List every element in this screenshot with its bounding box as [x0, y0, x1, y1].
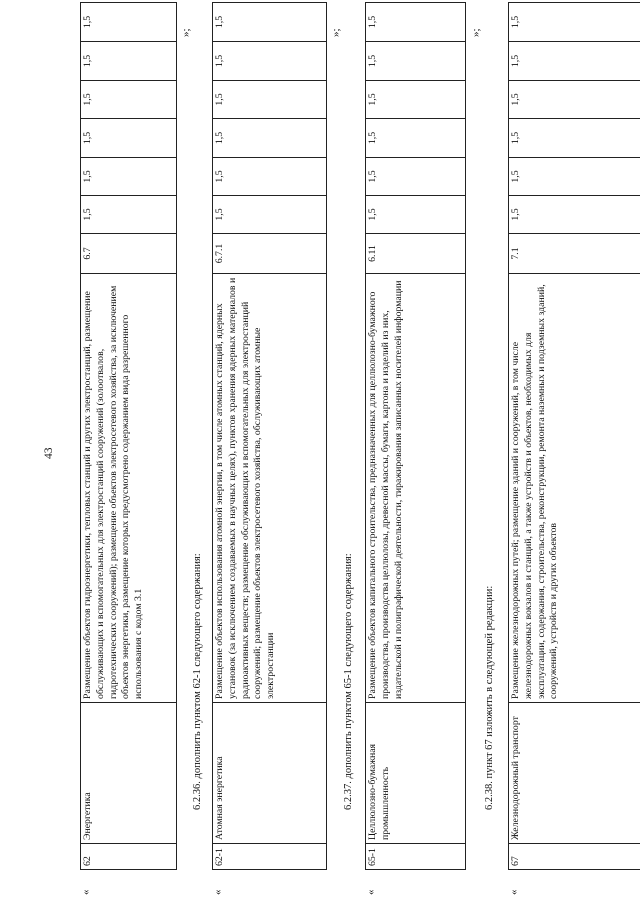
value-cell: 1,5 [509, 81, 640, 119]
quote-open: « [80, 889, 92, 895]
value-cell: 1,5 [366, 119, 466, 158]
use-description: Размещение объектов гидроэнергетики, тепловых станций и других электростанций, размещение обслуживающих и вспомогательных для электростанций сооружений (золоотвалов, гидротехнических сооружений); размещение объектов электросетевого хозяйства, за исключением объектов энергетики, размещение которых предусмотрено содержанием вида разрешенного использования с кодом 3.1 [81, 274, 177, 703]
value-cell: 1,5 [366, 42, 466, 81]
quote-open: « [365, 889, 377, 895]
value-cell: 1,5 [509, 196, 640, 234]
value-cell: 1,5 [509, 42, 640, 81]
value-cell: 1,5 [509, 3, 640, 42]
value-cell: 1,5 [213, 81, 327, 119]
value-cell: 1,5 [213, 196, 327, 234]
value-cell: 1,5 [213, 119, 327, 158]
use-description: Размещение железнодорожных путей; размещение зданий и сооружений, в том числе железнодорожных вокзалов и станций, а также устройств и объектов, необходимых для эксплуатации, содержания, строительства, реконструкции, ремонта наземных и подземных зданий, сооружений, устройств и других объектов [509, 274, 640, 703]
quote-open: « [212, 889, 224, 895]
paragraph-6-2-38: 6.2.38. пункт 67 изложить в следующей редакции: [484, 585, 495, 810]
table-row-62 [80, 2, 177, 870]
use-name: Атомная энергетика [213, 703, 327, 844]
use-name: Железнодорожный транспорт [509, 703, 640, 844]
quote-open: « [508, 889, 520, 895]
row-number: 67 [509, 844, 640, 870]
value-cell: 1,5 [81, 3, 177, 42]
row-number: 65-1 [366, 844, 466, 870]
paragraph-6-2-37: 6.2.37. дополнить пунктом 65-1 следующего содержания: [343, 553, 354, 810]
table-row-62-1 [212, 2, 327, 870]
value-cell: 1,5 [509, 158, 640, 196]
value-cell: 1,5 [81, 81, 177, 119]
quote-close: »; [470, 28, 482, 37]
row-number: 62 [81, 844, 177, 870]
value-cell: 1,5 [81, 158, 177, 196]
value-cell: 1,5 [366, 196, 466, 234]
use-code: 7.1 [509, 234, 640, 274]
value-cell: 1,5 [213, 158, 327, 196]
use-name: Энергетика [81, 703, 177, 844]
table-row-67 [508, 2, 640, 870]
value-cell: 1,5 [81, 42, 177, 81]
value-cell: 1,5 [81, 196, 177, 234]
row-number: 62-1 [213, 844, 327, 870]
use-description: Размещение объектов использования атомной энергии, в том числе атомных станций, ядерных установок (за исключением создаваемых в научных целях), пунктов хранения ядерных материалов и радиоактивных веществ; размещение обслуживающих и вспомогательных для электростанций сооружений; размещение объектов электросетевого хозяйства, обслуживающих атомные электростанции [213, 274, 327, 703]
table-row-65-1 [365, 2, 466, 870]
value-cell: 1,5 [366, 3, 466, 42]
page-number: 43 [43, 447, 55, 459]
value-cell: 1,5 [366, 81, 466, 119]
use-code: 6.11 [366, 234, 466, 274]
value-cell: 1,5 [366, 158, 466, 196]
use-description: Размещение объектов капитального строительства, предназначенных для целлюлозно-бумажного производства, производства целлюлозы, древесной массы, бумаги, картона и изделий из них, издательской и полиграфической деятельности, тиражирования записанных носителей информации [366, 274, 466, 703]
value-cell: 1,5 [509, 119, 640, 158]
use-code: 6.7 [81, 234, 177, 274]
value-cell: 1,5 [81, 119, 177, 158]
value-cell: 1,5 [213, 3, 327, 42]
use-name: Целлюлозно-бумажная промышленность [366, 703, 466, 844]
value-cell: 1,5 [213, 42, 327, 81]
quote-close: »; [330, 28, 342, 37]
use-code: 6.7.1 [213, 234, 327, 274]
quote-close: »; [180, 28, 192, 37]
paragraph-6-2-36: 6.2.36. дополнить пунктом 62-1 следующего содержания: [192, 553, 203, 810]
